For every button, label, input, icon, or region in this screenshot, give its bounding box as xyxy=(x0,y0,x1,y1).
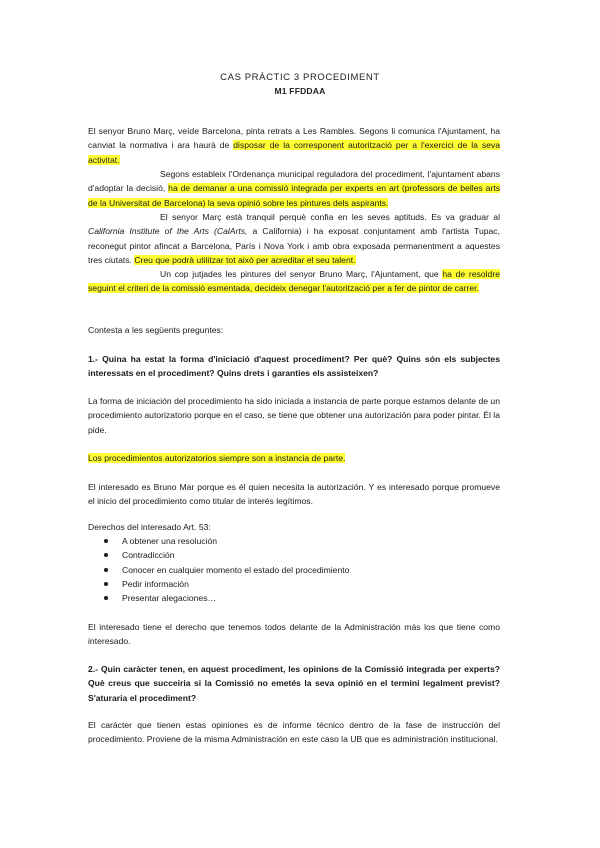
highlighted-text: Los procedimientos autorizatorios siempre son a instancia de parte. xyxy=(88,453,346,463)
list-item: Presentar alegaciones… xyxy=(100,591,349,605)
case-paragraph-4 xyxy=(88,267,500,296)
rights-list xyxy=(100,534,349,605)
list-item: Conocer en cualquier momento el estado del procedimiento xyxy=(100,563,349,577)
case-text: Un cop jutjades les pintures del senyor Bruno Març, l'Ajuntament, que xyxy=(160,269,443,279)
case-text: a California) i ha exposat conjuntament amb l'artista Tupac, reconegut pintor afincat a Barcelona, París i Nova York i amb obra exposada permanentment a aquestes tres ciutats. xyxy=(88,226,500,265)
answer-1-paragraph-2: El interesado es Bruno Mar porque es él quien necesita la autorización. Y es interesado porque promueve el inicio del procedimiento como titular de interés legítimos. xyxy=(88,482,500,507)
case-text: El senyor Bruno Març, veíde Barcelona, pinta retrats a Les Rambles. Segons li comunica l'Ajuntament, ha canviat la normativa i ara haurà de xyxy=(88,126,500,151)
highlighted-text: ha de demanar a una comissió integrada per experts en art (professors de belles arts de la Universitat de Barcelona) la seva opinió sobre les pintures dels aspirants. xyxy=(88,183,500,208)
document-subtitle: M1 FFDDAA xyxy=(274,86,326,96)
answer-2: El carácter que tienen estas opiniones es de informe técnico dentro de la fase de instrucción del procedimiento. Proviene de la misma Administración en este caso la UB que es administración institucional. xyxy=(88,720,500,745)
questions-prompt: Contesta a les següents preguntes: xyxy=(88,325,224,335)
document-title: CAS PRÀCTIC 3 PROCEDIMENT xyxy=(220,72,380,83)
answer-1-paragraph-1: La forma de iniciación del procedimiento ha sido iniciada a instancia de parte porque estamos delante de un procedimiento autorizatorio porque en el caso, se tiene que obtener una autorización para poder pintar. Él la pide. xyxy=(88,396,500,435)
case-text: El senyor Març està tranquil perquè confia en les seves aptituds. Es va graduar al xyxy=(160,212,500,222)
case-paragraph-3 xyxy=(88,210,500,267)
highlighted-text: Creu que podrà utilitzar tot això per acreditar el seu talent. xyxy=(134,254,356,265)
highlighted-text: disposar de la corresponent autorització per a l'exercici de la seva activitat. xyxy=(88,140,501,165)
answer-1-paragraph-3: El interesado tiene el derecho que tenemos todos delante de la Administración más los que tiene como interesado. xyxy=(88,622,500,647)
question-text: 2.- Quin caràcter tenen, en aquest procediment, les opinions de la Comissió integrada per experts? Què creus que succeiria si la Comissió no emetés la seva opinió en el termini legalment previst? S'aturaria el procediment? xyxy=(88,664,500,703)
list-item: Pedir información xyxy=(100,577,349,591)
question-1 xyxy=(88,352,500,381)
answer-1-highlight xyxy=(88,451,500,465)
question-2 xyxy=(88,662,500,705)
case-paragraph-2 xyxy=(88,167,500,210)
question-text: 1.- Quina ha estat la forma d'iniciació d'aquest procediment? Per què? Quins són els subjectes interessats en el procediment? Quins drets i garanties els assisteixen? xyxy=(88,354,500,379)
case-paragraph-1 xyxy=(88,124,500,167)
rights-title: Derechos del interesado Art. 53: xyxy=(88,522,211,532)
case-text: Segons estableix l'Ordenança municipal reguladora del procediment, l'ajuntament abans d'adoptar la decisió, xyxy=(88,169,500,194)
institute-name: California Institute of the Arts (CalArts, xyxy=(88,226,248,237)
list-item: A obtener una resolución xyxy=(100,534,349,548)
list-item: Contradicción xyxy=(100,548,349,562)
highlighted-text: ha de resoldre seguint el criteri de la comissió esmentada, decideix denegar l'autorització per a fer de pintor de carrer. xyxy=(88,269,500,294)
